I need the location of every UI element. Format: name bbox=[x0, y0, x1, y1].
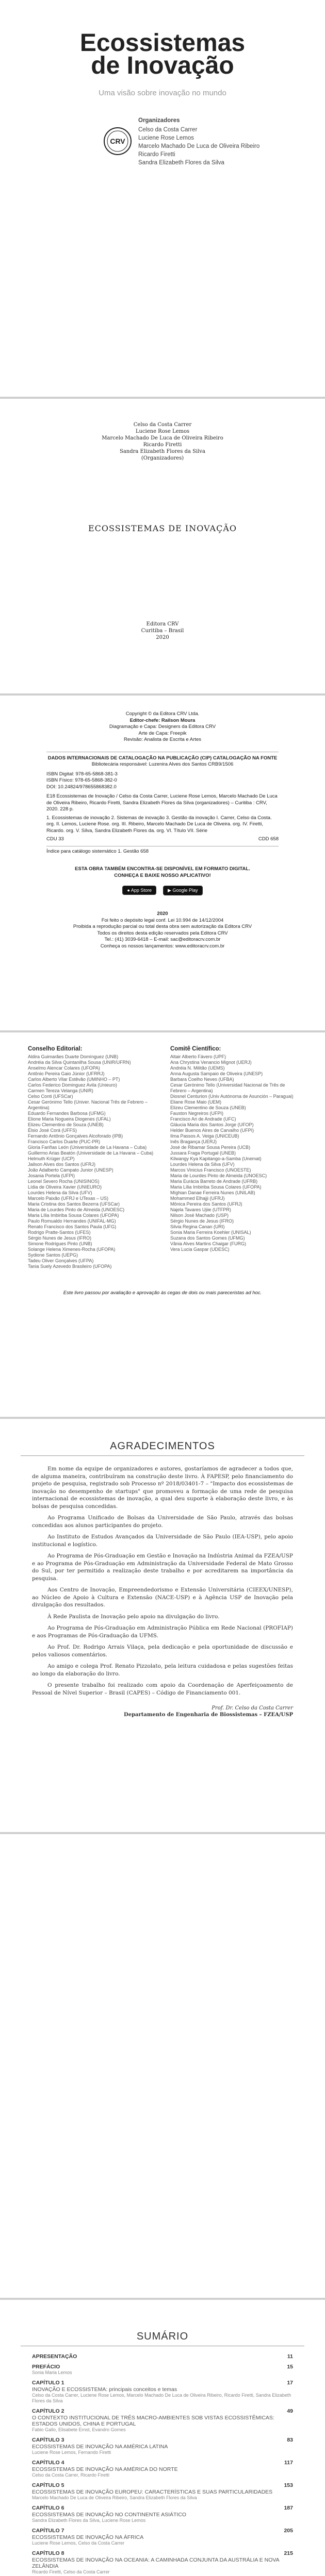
name-line: Sandra Elizabeth Flores da Silva bbox=[119, 449, 206, 454]
toc-row bbox=[32, 2528, 293, 2534]
summary-page bbox=[0, 2300, 325, 2576]
acknowledgments-signature bbox=[0, 1705, 325, 1718]
scientific-heading: Comitê Científico: bbox=[170, 1046, 221, 1052]
acknowledgment-paragraph: Ao Programa de Pós-Graduação em Administração Pública em Rede Nacional (PROFIAP) e aos Programas de Pós-Graduação da UFMS. bbox=[32, 1625, 293, 1639]
council-member: Carlos Federico Dominguez Avila (Unieuro) bbox=[28, 1082, 117, 1088]
toc-title: CAPÍTULO 2 bbox=[32, 2408, 64, 2414]
committee-member: Eliane Rose Maio (UEM) bbox=[170, 1099, 222, 1105]
council-member: Gloria Fariñas León (Universidade de La Havana – Cuba) bbox=[28, 1145, 147, 1150]
name-line: Celso da Costa Carrer bbox=[133, 422, 192, 428]
doi: DOI: 10.24824/978655868382.0 bbox=[46, 784, 117, 790]
council-member: Leonel Severo Rocha (UNISINOS) bbox=[28, 1179, 100, 1184]
committee-member: Nilson José Machado (USP) bbox=[170, 1213, 229, 1218]
toc-row bbox=[32, 2482, 293, 2488]
toc-subtitle: ECOSSISTEMAS DE INOVAÇÃO EUROPEU: CARACTERÍSTICAS E SUAS PARTICULARIDADES bbox=[32, 2489, 273, 2495]
committee-member: Francisco Ari de Andrade (UFC) bbox=[170, 1116, 236, 1122]
toc-entry[interactable] bbox=[32, 2437, 293, 2455]
apple-icon: ● bbox=[127, 888, 130, 893]
council-member: Jailson Alves dos Santos (UFRJ) bbox=[28, 1162, 96, 1167]
toc-row bbox=[32, 2364, 293, 2370]
committee-member: Altair Alberto Fávero (UPF) bbox=[170, 1054, 226, 1059]
council-member: Eduardo Fernandes Barbosa (UFMG) bbox=[28, 1111, 106, 1116]
cover-title-line-2: de Inovação bbox=[91, 52, 234, 79]
organizer-name: Marcelo Machado De Luca de Oliveira Ribeiro bbox=[138, 143, 260, 149]
toc-subtitle: ECOSSISTEMAS DE INOVAÇÃO NA AMÉRICA DO NORTE bbox=[32, 2466, 178, 2472]
scientific-committee bbox=[170, 1046, 297, 1269]
council-member: Sérgio Nunes de Jesus (IFRO) bbox=[28, 1235, 92, 1241]
copyright-contact: Tel.: (41) 3039-6418 – E-mail: sac@editoracrv.com.br bbox=[104, 937, 221, 942]
committee-member: Maria Lília Imbiriba Sousa Colares (UFOPA) bbox=[170, 1184, 262, 1190]
acknowledgment-paragraph: Ao Prof. Dr. Rodrigo Arrais Vilaça, pela dedicação e pela oportunidade de discussão e pelos valiosos comentários. bbox=[32, 1644, 293, 1658]
toc-authors: Celso da Costa Carrer, Ricardo Firetti bbox=[32, 2472, 110, 2478]
app-store-badge[interactable] bbox=[122, 886, 156, 895]
credit-line: Arte de Capa: Freepik bbox=[138, 730, 187, 736]
council-member: Maria de Lourdes Pinto de Almeida (UNOESC) bbox=[28, 1207, 125, 1212]
committee-member: Barbara Coelho Neves (UFBA) bbox=[170, 1077, 234, 1082]
toc-authors: Luciene Rose Lemos, Fernando Firetti bbox=[32, 2450, 111, 2455]
council-member: Josania Portela (UFPI) bbox=[28, 1173, 75, 1178]
toc-authors: Luciene Rose Lemos, Celso da Costa Carrer bbox=[32, 2540, 125, 2546]
editorial-council bbox=[28, 1046, 155, 1269]
app-store-label: App Store bbox=[131, 888, 152, 893]
credit-line: Editor-chefe: Railson Moura bbox=[129, 717, 196, 723]
toc-entry[interactable] bbox=[32, 2380, 293, 2404]
toc-title: CAPÍTULO 7 bbox=[32, 2528, 64, 2534]
isbn-print: ISBN Físico: 978-65-5868-382-0 bbox=[46, 777, 117, 783]
acknowledgments-page bbox=[0, 1419, 325, 1832]
credit-line: Copyright © da Editora CRV Ltda. bbox=[125, 711, 200, 717]
toc-entry[interactable] bbox=[32, 2408, 293, 2433]
committee-member: Míghian Danae Ferreira Nunes (UNILAB) bbox=[170, 1190, 255, 1195]
scientific-list bbox=[170, 1054, 297, 1252]
toc-subtitle: O CONTEXTO INSTITUCIONAL DE TRÊS MACRO-AMBIENTES SOB VISTAS ECOSSISTÊMICAS: ESTADOS UNIDOS, CHINA E PORTUGAL bbox=[32, 2415, 274, 2427]
council-member: Elizeu Clementino de Souza (UNEB) bbox=[28, 1122, 104, 1127]
acknowledgment-paragraph: Ao Programa de Pós-Graduação em Gestão e Inovação na Indústria Animal da FZEA/USP e ao Programa de Pós-Graduação em Administração da Universidade Federal de Mato Grosso do Sul, por ter permitido a realização deste trabalho e por acreditarem na importância da pesquisa. bbox=[32, 1553, 293, 1582]
acknowledgment-paragraph: Ao Programa Unificado de Bolsas da Universidade de São Paulo, através das bolsas concedidas aos alunos participantes do projeto. bbox=[32, 1515, 293, 1529]
committee-member: Jussara Fraga Portugal (UNEB) bbox=[170, 1150, 236, 1156]
toc-authors: Fabio Gallo, Elisabete Ernst, Evandro Gomes bbox=[32, 2427, 126, 2432]
toc-authors: Marcelo Machado De Luca de Oliveira Ribeiro, Sandra Elizabeth Flores da Silva bbox=[32, 2495, 197, 2500]
publisher-name: Editora CRV bbox=[146, 621, 179, 627]
publisher-city: Curitiba – Brasil bbox=[141, 628, 184, 634]
toc-entry[interactable] bbox=[32, 2505, 293, 2523]
committee-member: Sonia Maria Ferreira Koehler (UNISAL) bbox=[170, 1230, 251, 1235]
summary-heading: SUMÁRIO bbox=[136, 2331, 189, 2342]
council-member: Tania Suely Azevedo Brasileiro (UFOPA) bbox=[28, 1264, 112, 1269]
council-member: Anselmo Alencar Colares (UFOPA) bbox=[28, 1065, 100, 1071]
council-member: Simone Rodrigues Pinto (UNB) bbox=[28, 1241, 92, 1246]
committee-member: Gláucia Maria dos Santos Jorge (UFOP) bbox=[170, 1122, 254, 1127]
digital-notice: ESTA OBRA TAMBÉM ENCONTRA-SE DISPONÍVEL EM FORMATO DIGITAL. CONHEÇA E BAIXE NOSSO APLICATIVO! bbox=[75, 866, 250, 878]
council-member: Andréia da Silva Quintanilha Sousa (UNIR/UFRN) bbox=[28, 1060, 131, 1065]
toc-page: 17 bbox=[287, 2380, 293, 2386]
title-page-names bbox=[0, 421, 325, 462]
toc-entry[interactable] bbox=[32, 2353, 293, 2360]
copyright-credits bbox=[0, 711, 325, 743]
google-play-badge[interactable] bbox=[163, 886, 202, 895]
organizers-heading: Organizadores bbox=[138, 117, 180, 124]
cdu-code: CDU 33 bbox=[46, 836, 64, 842]
committee-member: Ana Chrystina Venancio Mignot (UERJ) bbox=[170, 1060, 252, 1065]
catalog-card bbox=[46, 752, 279, 855]
council-member: Marcelo Paixão (UFRJ e UTexas – US) bbox=[28, 1196, 109, 1201]
toc-subtitle: INOVAÇÃO E ECOSSISTEMA: principais conceitos e temas bbox=[32, 2386, 177, 2393]
toc-subtitle: ECOSSISTEMAS DE INOVAÇÃO NA AMÉRICA LATINA bbox=[32, 2444, 168, 2450]
toc-list bbox=[0, 2353, 325, 2576]
copyright-page bbox=[0, 696, 325, 1030]
toc-row bbox=[32, 2380, 293, 2386]
copyright-prohibition: Proibida a reprodução parcial ou total desta obra sem autorização da Editora CRV bbox=[73, 924, 252, 929]
committee-member: Marcos Vinicius Francisco (UNOESTE) bbox=[170, 1167, 251, 1173]
toc-title: CAPÍTULO 8 bbox=[32, 2550, 64, 2556]
council-member: Guillermo Arias Beatón (Universidade de La Havana – Cuba) bbox=[28, 1150, 154, 1156]
council-member: Maria Lília Imbiriba Sousa Colares (UFOPA) bbox=[28, 1213, 119, 1218]
committee-member: Najela Tavares Ujiie (UTFPR) bbox=[170, 1207, 231, 1212]
council-member: João Adalberto Campato Junior (UNESP) bbox=[28, 1167, 113, 1173]
council-member: Lídia de Oliveira Xavier (UNIEURO) bbox=[28, 1184, 102, 1190]
toc-entry[interactable] bbox=[32, 2460, 293, 2478]
copyright-footer bbox=[0, 911, 325, 950]
editorial-heading: Conselho Editorial: bbox=[28, 1046, 83, 1052]
organizer-name: Sandra Elizabeth Flores da Silva bbox=[138, 160, 224, 166]
committee-member: Mohammed Elhajji (UFRJ) bbox=[170, 1196, 225, 1201]
toc-authors: Ricardo Firetti, Celso da Costa Carrer bbox=[32, 2569, 110, 2574]
cover-title bbox=[0, 29, 325, 79]
publisher-logo-text: CRV bbox=[110, 137, 125, 145]
committee-member: Fauston Negreiros (UFPI) bbox=[170, 1111, 224, 1116]
editorial-list bbox=[28, 1054, 155, 1269]
app-badges bbox=[0, 884, 325, 895]
toc-title: APRESENTAÇÃO bbox=[32, 2353, 77, 2360]
catalog-index: Índice para catálogo sistemático 1. Gestão 658 bbox=[46, 848, 149, 854]
title-page bbox=[0, 399, 325, 693]
credit-line: Diagramação e Capa: Designers da Editora CRV bbox=[109, 724, 216, 730]
toc-row bbox=[32, 2408, 293, 2414]
committee-member: Vera Lucia Gaspar (UDESC) bbox=[170, 1247, 230, 1252]
council-member: Élsio José Corá (UFFS) bbox=[28, 1128, 77, 1133]
committee-member: Sérgio Nunes de Jesus (IFRO) bbox=[170, 1218, 234, 1224]
publisher-year: 2020 bbox=[156, 635, 169, 640]
toc-subtitle: ECOSSISTEMAS DE INOVAÇÃO NA OCEANIA: A CAMINHADA CONJUNTA DA AUSTRÁLIA E NOVA ZELÂNDIA bbox=[32, 2557, 280, 2569]
council-member: Renato Francisco dos Santos Paula (UFG) bbox=[28, 1224, 117, 1229]
copyright-year: 2020 bbox=[157, 911, 168, 917]
councils-page bbox=[0, 1032, 325, 1417]
council-member: Aldira Guimarães Duarte Domínguez (UNB) bbox=[28, 1054, 119, 1059]
toc-page: 15 bbox=[287, 2364, 293, 2370]
council-member: Maria Cristina dos Santos Bezerra (UFSCar) bbox=[28, 1201, 120, 1207]
toc-page: 11 bbox=[287, 2353, 293, 2360]
council-member: Francisco Carlos Duarte (PUC-PR) bbox=[28, 1139, 101, 1144]
toc-title: CAPÍTULO 1 bbox=[32, 2380, 64, 2386]
committee-member: Mônica Pereira dos Santos (UFRJ) bbox=[170, 1201, 242, 1207]
heading-rule bbox=[21, 1455, 304, 1456]
toc-row bbox=[32, 2353, 293, 2360]
toc-authors: Celso da Costa Carrer, Luciene Rose Lemos, Marcelo Machado De Luca de Oliveira Ribeiro, Ricardo Firetti, Sandra Elizabeth Flores da Silva bbox=[32, 2393, 291, 2403]
committee-member: Cesar Gerónimo Tello (Universidad Nacional de Três de Febrero – Argentina) bbox=[170, 1082, 285, 1093]
credit-line: Revisão: Analista de Escrita e Artes bbox=[124, 737, 201, 742]
councils-columns bbox=[0, 1046, 325, 1269]
council-member: Cesar Gerónimo Tello (Univer. Nacional Três de Febrero – Argentina) bbox=[28, 1099, 148, 1110]
acknowledgment-paragraph: À Rede Paulista de Inovação pelo apoio na divulgação do livro. bbox=[47, 1613, 220, 1620]
council-member: Sydione Santos (UEPG) bbox=[28, 1252, 78, 1258]
organizer-name: Celso da Costa Carrer bbox=[138, 127, 198, 133]
toc-row bbox=[32, 2505, 293, 2511]
toc-title: PREFÁCIO bbox=[32, 2364, 60, 2370]
name-line: (Organizadores) bbox=[141, 455, 184, 461]
committee-member: Elizeu Clementino de Souza (UNEB) bbox=[170, 1105, 246, 1110]
toc-authors: Sandra Elizabeth Flores da Silva, Luciene Rose Lemos bbox=[32, 2518, 146, 2523]
toc-page: 49 bbox=[287, 2408, 293, 2414]
committee-member: José de Ribamar Sousa Pereira (UCB) bbox=[170, 1145, 251, 1150]
toc-row bbox=[32, 2550, 293, 2556]
committee-member: Suzana dos Santos Gomes (UFMG) bbox=[170, 1235, 245, 1241]
council-member: Helmuth Krüger (UCP) bbox=[28, 1156, 75, 1161]
council-member: Paulo Romualdo Hernandes (UNIFAL-MG) bbox=[28, 1218, 116, 1224]
toc-entry[interactable] bbox=[32, 2550, 293, 2575]
toc-title: CAPÍTULO 3 bbox=[32, 2437, 64, 2443]
toc-authors: Sonia Maria Lemos bbox=[32, 2370, 72, 2375]
committee-member: Inês Bragança (UERJ) bbox=[170, 1139, 217, 1144]
acknowledgment-paragraph: Ao amigo e colega Prof. Renato Pizzolato, pela leitura cuidadosa e pelas sugestões feitas ao longo da elaboração do livro. bbox=[32, 1663, 293, 1677]
organizer-name: Luciene Rose Lemos bbox=[138, 135, 194, 141]
council-member: Celso Conti (UFSCar) bbox=[28, 1094, 73, 1099]
committee-member: Helder Buenos Aires de Carvalho (UFPI) bbox=[170, 1128, 254, 1133]
cover-title-line-1: Ecossistemas bbox=[79, 29, 246, 57]
book-title: ECOSSISTEMAS DE INOVAÇÃO bbox=[88, 523, 237, 533]
cover-organizers bbox=[138, 116, 259, 167]
name-line: Marcelo Machado De Luca de Oliveira Ribeiro bbox=[102, 435, 223, 441]
copyright-rights: Foi feito o depósito legal conf. Lei 10.994 de 14/12/2004 bbox=[101, 917, 224, 923]
toc-entry[interactable] bbox=[32, 2528, 293, 2546]
toc-subtitle: ECOSSISTEMAS DE INOVAÇÃO NA ÁFRICA bbox=[32, 2534, 144, 2540]
google-play-label: Google Play bbox=[172, 888, 198, 893]
book-cover bbox=[0, 0, 325, 397]
committee-member: Vânia Alves Martins Chaigar (FURG) bbox=[170, 1241, 247, 1246]
committee-member: Maria de Lourdes Pinto de Almeida (UNOESC) bbox=[170, 1173, 267, 1178]
toc-page: 187 bbox=[284, 2505, 293, 2511]
organizer-name: Ricardo Firetti bbox=[138, 151, 175, 158]
copyright-site[interactable]: Conheça os nossos lançamentos: www.editoracrv.com.br bbox=[100, 943, 225, 949]
toc-page: 205 bbox=[284, 2528, 293, 2534]
name-line: Luciene Rose Lemos bbox=[135, 429, 190, 434]
isbn-digital: ISBN Digital: 978-65-5868-381-3 bbox=[46, 771, 118, 777]
toc-entry[interactable] bbox=[32, 2482, 293, 2501]
acknowledgment-paragraph: O presente trabalho foi realizado com apoio da Coordenação de Aperfeiçoamento de Pessoal de Nível Superior – Brasil (CAPES) – Código de Financiamento 001. bbox=[32, 1682, 293, 1696]
acknowledgments-body bbox=[0, 1465, 325, 1697]
catalog-codes bbox=[46, 836, 279, 846]
council-member: Antônio Pereira Gaio Júnior (UFRRJ) bbox=[28, 1071, 105, 1076]
blank-page bbox=[0, 1834, 325, 2298]
toc-page: 117 bbox=[284, 2460, 293, 2466]
toc-entry[interactable] bbox=[32, 2364, 293, 2376]
peer-review-note: Este livro passou por avaliação e aprovação às cegas de dois ou mais pareceristas ad hoc. bbox=[63, 1290, 262, 1296]
toc-page: 153 bbox=[284, 2482, 293, 2488]
acknowledgment-paragraph: Ao Instituto de Estudos Avançados da Universidade de São Paulo (IEA-USP), pelo apoio institucional e logístico. bbox=[32, 1534, 293, 1548]
toc-row bbox=[32, 2460, 293, 2466]
signature-name: Prof. Dr. Celso da Costa Carrer bbox=[212, 1705, 293, 1711]
council-member: Tadeu Oliver Gonçalves (UFPA) bbox=[28, 1258, 94, 1263]
publisher-logo-icon bbox=[103, 127, 132, 156]
cover-subtitle: Uma visão sobre inovação no mundo bbox=[99, 89, 226, 97]
toc-page: 83 bbox=[287, 2437, 293, 2443]
acknowledgments-heading: AGRADECIMENTOS bbox=[110, 1440, 215, 1452]
catalog-citation: E18 Ecossistemas de Inovação / Celso da Costa Carrer, Luciene Rose Lemos, Marcelo Machado De Luca de Oliveira Ribeiro, Ricardo Firetti, Sandra Elizabeth Flores da Silva (organizadores) – Curitiba : CRV, 2020. 228 p. bbox=[46, 793, 278, 812]
acknowledgment-paragraph: Em nome da equipe de organizadores e autores, gostaríamos de agradecer a todos que, de alguma maneira, contribuíram na construção deste livro. À FAPESP, pelo financiamento do projeto de pesquisa, registrado sob Processo nº 2018/03401-7 – "Impacto dos ecossistemas de inovação no desempenho de startups" que promoveu a formação de uma rede de pesquisa internacional de ecossistemas de inovação, a qual deu suporte à elaboração deste livro, e às bolsas de pesquisa concedidas. bbox=[32, 1466, 293, 1510]
committee-member: Kilwangy Kya Kapitango-a-Samba (Unemat) bbox=[170, 1156, 262, 1161]
name-line: Ricardo Firetti bbox=[143, 442, 182, 448]
toc-title: CAPÍTULO 6 bbox=[32, 2505, 64, 2511]
council-member: Carlos Alberto Vilar Estêvão (UMINHO – PT) bbox=[28, 1077, 120, 1082]
play-icon: ▶ bbox=[168, 888, 171, 893]
catalog-sub: Bibliotecária responsável: Luzenira Alves dos Santos CRB9/1506 bbox=[91, 761, 234, 767]
toc-page: 215 bbox=[284, 2550, 293, 2556]
toc-title: CAPÍTULO 4 bbox=[32, 2460, 64, 2466]
catalog-heading: DADOS INTERNACIONAIS DE CATALOGAÇÃO NA PUBLICAÇÃO (CIP) CATALOGAÇÃO NA FONTE bbox=[47, 755, 278, 761]
council-member: Lourdes Helena da Silva (UFV) bbox=[28, 1190, 92, 1195]
council-member: Solange Helena Ximenes-Rocha (UFOPA) bbox=[28, 1247, 116, 1252]
toc-row bbox=[32, 2437, 293, 2443]
copyright-reserved: Todos os direitos desta edição reservados pela Editora CRV bbox=[97, 930, 228, 936]
committee-member: Ilma Passos A. Veiga (UNICEUB) bbox=[170, 1133, 239, 1139]
committee-member: Anna Augusta Sampaio de Oliveira (UNESP) bbox=[170, 1071, 263, 1076]
committee-member: Silvia Regina Canan (URI) bbox=[170, 1224, 225, 1229]
council-member: Elione Maria Nogueira Diogenes (UFAL) bbox=[28, 1116, 111, 1122]
committee-member: Andréia N. Militão (UEMS) bbox=[170, 1065, 225, 1071]
toc-subtitle: ECOSSISTEMAS DE INOVAÇÃO NO CONTINENTE ASIÁTICO bbox=[32, 2512, 187, 2518]
toc-title: CAPÍTULO 5 bbox=[32, 2482, 64, 2488]
committee-member: Lourdes Helena da Silva (UFV) bbox=[170, 1162, 235, 1167]
acknowledgment-paragraph: Aos Centro de Inovação, Empreendedorismo e Extensão Universitária (CIEEX/UNESP), ao Núcleo de Apoio à Cultura e Extensão (NACE-USP) e à Agência USP de Inovação pela divulgação dos resultados. bbox=[32, 1587, 293, 1608]
council-member: Fernando Antônio Gonçalves Alcoforado (IPB) bbox=[28, 1133, 123, 1139]
council-member: Rodrigo Pratte-Santos (UFES) bbox=[28, 1230, 91, 1235]
committee-member: Diosnel Centurion (Univ Autónoma de Asunción – Paraguai) bbox=[170, 1094, 294, 1099]
cdd-code: CDD 658 bbox=[258, 836, 279, 842]
council-member: Carmen Tereza Velanga (UNIR) bbox=[28, 1088, 93, 1093]
publisher-block bbox=[0, 621, 325, 641]
catalog-keywords: 1. Ecossistemas de inovação 2. Sistemas de inovação 3. Gestão da inovação I. Carrer, Celso da Costa. org. II. Lemos, Luciene Rose. org. III. Ribeiro, Marcelo Machado De Luca de Oliveira. org. IV. Firetti, Ricardo. org. V. Silva, Sandra Elizabeth Flores da. org. VI. Título VII. Série bbox=[46, 815, 272, 834]
committee-member: Maria Eurácia Barreto de Andrade (UFRB) bbox=[170, 1179, 258, 1184]
signature-role: Departamento de Engenharia de Biossistemas – FZEA/USP bbox=[124, 1712, 293, 1718]
